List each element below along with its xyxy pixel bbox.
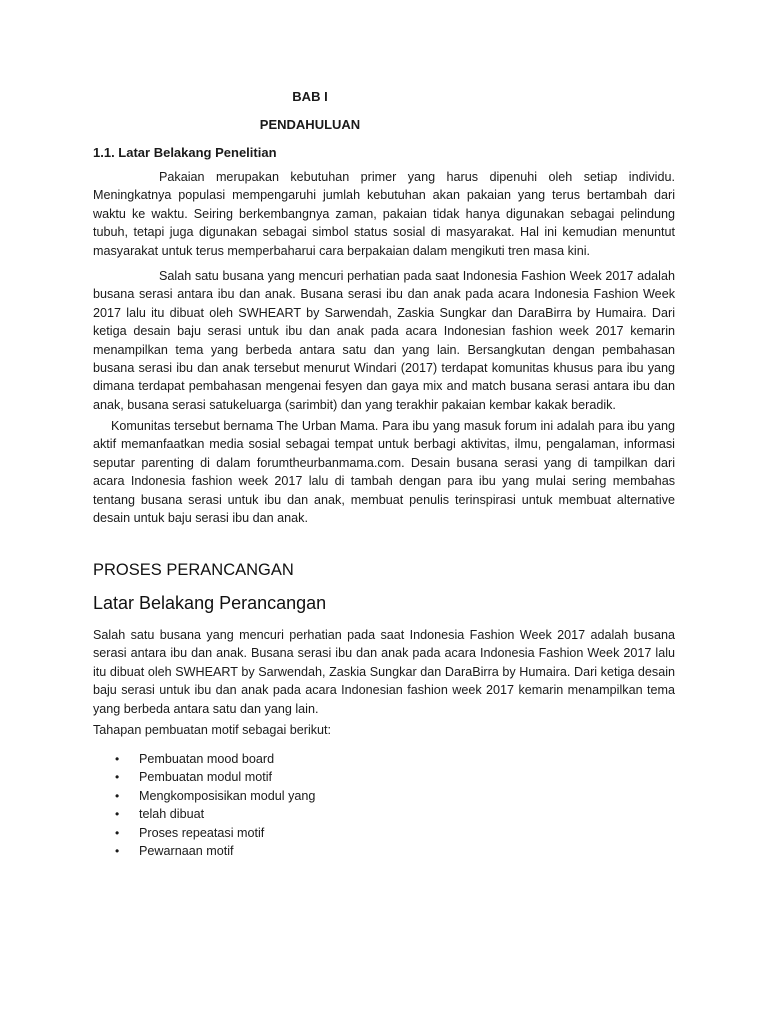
list-item (93, 768, 315, 786)
list-item-label: Pembuatan mood board (139, 752, 275, 766)
list-item-label: Pembuatan modul motif (139, 770, 273, 785)
list-item-label: telah dibuat (139, 807, 205, 822)
paragraph-4: Salah satu busana yang mencuri perhatian pada saat Indonesia Fashion Week 2017 adalah busana serasi antara ibu dan anak. Busana serasi ibu dan anak pada acara Indonesia Fashion Week 2017 lalu itu dibuat oleh SWHEART by Sarwendah, Zaskia Sungkar dan DaraBirra by Humaira. Dari ketiga desain baju serasi untuk ibu dan anak pada acara Indonesian fashion week 2017 kemarin menampilkan tema yang berbeda antara satu dan yang lain. (93, 628, 675, 716)
list-item (93, 805, 315, 823)
bullet-icon: • (115, 825, 120, 840)
bullet-icon: • (115, 788, 120, 803)
list-item (93, 824, 315, 842)
list-item (93, 787, 315, 805)
bullet-icon: • (115, 807, 120, 822)
list-item-label: Proses repeatasi motif (139, 825, 265, 840)
paragraph-3: Komunitas tersebut bernama The Urban Mama. Para ibu yang masuk forum ini adalah para ibu yang aktif memanfaatkan media sosial sebagai tempat untuk berbagi aktivitas, ilmu, pengalaman, informasi seputar parenting di dalam forumtheurbanmama.com. Desain busana serasi yang di tampilkan dari acara Indonesia fashion week 2017 lalu di tambah dengan para ibu yang mulai sering membahas tentang busana serasi untuk ibu dan anak, membuat penulis terinspirasi untuk membuat alternative desain untuk baju serasi ibu dan anak. (93, 419, 675, 526)
paragraph-2: Salah satu busana yang mencuri perhatian pada saat Indonesia Fashion Week 2017 adalah busana serasi antara ibu dan anak. Busana serasi ibu dan anak pada acara Indonesia Fashion Week 2017 lalu itu dibuat oleh SWHEART by Sarwendah, Zaskia Sungkar dan DaraBirra by Humaira. Dari ketiga desain baju serasi untuk ibu dan anak pada acara Indonesian fashion week 2017 kemarin menampilkan tema yang berbeda antara satu dan yang lain. Bersangkutan dengan pembahasan busana serasi ibu dan anak tersebut menurut Windari (2017) terdapat komunitas khusus para ibu yang dimana terdapat pembahasan mengenai fesyen dan gaya mix and match busana serasi antara ibu dan anak, busana serasi satukeluarga (sarimbit) dan yang terakhir pakaian kembar kakak beradik. (93, 269, 675, 412)
latar-subheading: Latar Belakang Perancangan (93, 593, 327, 613)
section-title: 1.1. Latar Belakang Penelitian (93, 145, 277, 160)
proses-heading: PROSES PERANCANGAN (93, 561, 294, 579)
list-item-label: Mengkomposisikan modul yang (139, 788, 316, 803)
bullet-icon: • (115, 770, 120, 785)
steps-intro: Tahapan pembuatan motif sebagai berikut: (93, 723, 332, 737)
list-item-label: Pewarnaan motif (139, 843, 234, 858)
paragraph-1: Pakaian merupakan kebutuhan primer yang harus dipenuhi oleh setiap individu. Meningkatnya populasi mempengaruhi jumlah kebutuhan akan pakaian yang terus bertambah dari waktu ke waktu. Seiring berkembangnya zaman, pakaian tidak hanya digunakan sebagai pelindung tubuh, tetapi juga digunakan sebagai simbol status sosial di masyarakat. Hal ini kemudian menuntut masyarakat untuk terus memperbaharui cara berpakaian dalam mengikuti tren masa kini. (93, 170, 675, 258)
bullet-icon: • (115, 843, 120, 858)
chapter-title: PENDAHULUAN (259, 117, 361, 132)
chapter-number: BAB I (292, 89, 328, 104)
bullet-icon: • (115, 752, 120, 766)
list-item (93, 842, 315, 860)
steps-list (93, 750, 315, 860)
list-item (93, 750, 315, 768)
